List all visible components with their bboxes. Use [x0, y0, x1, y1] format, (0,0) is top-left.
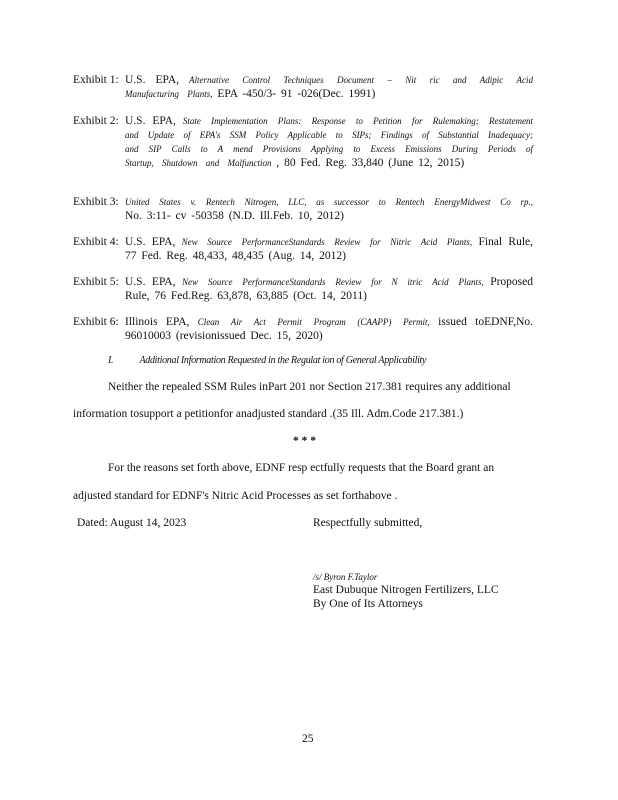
closing-line: Respectfully submitted, — [313, 517, 423, 529]
dated-line: Dated: August 14, 2023 — [77, 517, 187, 529]
exhibit-agency: Illinois EPA, — [125, 316, 190, 328]
exhibit-citation: Final Rule, 77 Fed. Reg. 48,433, 48,435 (Aug. 14, 2012) — [125, 236, 533, 262]
exhibit-title: New Source PerformanceStandards Review for Nitric Acid Plants, — [181, 237, 473, 247]
exhibit-agency: U.S. EPA, — [125, 74, 180, 86]
signature-by-line: By One of Its Attorneys — [313, 598, 423, 610]
exhibit-title: Clean Air Act Permit Program (CAAPP) Permit, — [197, 317, 430, 327]
exhibit-title: State Implementation Plans: Response to Petition for Rulemaking; Restatement and Update of EPA's SSM Policy Applicable to SIPs; Findings of Substantial Inadequacy; and SIP Calls to A mend Provisions Applying to Excess Emissions During Periods of Startup, Shutdown and Malfunction — [125, 116, 533, 168]
exhibit-agency: U.S. EPA, — [125, 115, 176, 127]
exhibit-citation: issued toEDNF,No. 96010003 (revisionissued Dec. 15, 2020) — [125, 316, 534, 342]
section-heading-text: Additional Information Requested in the Regulat ion of General Applicability — [139, 355, 427, 366]
exhibit-1 — [73, 73, 533, 101]
section-numeral: I. — [108, 355, 114, 366]
signature: /s/ Byron F.Taylor — [313, 572, 378, 582]
exhibit-citation: Proposed Rule, 76 Fed.Reg. 63,878, 63,885 (Oct. 14, 2011) — [125, 276, 534, 302]
exhibit-3 — [73, 195, 533, 223]
exhibit-label: Exhibit 3: — [73, 196, 119, 208]
exhibit-label: Exhibit 5: — [73, 276, 119, 288]
paragraph-1-line-1: Neither the repealed SSM Rules inPart 201 nor Section 217.381 requires any additional — [108, 381, 511, 393]
page-number: 25 — [302, 733, 314, 745]
paragraph-2-line-2: adjusted standard for EDNF's Nitric Acid Processes as set forthabove . — [73, 490, 398, 502]
exhibit-citation: , 80 Fed. Reg. 33,840 (June 12, 2015) — [276, 157, 465, 169]
exhibit-2 — [73, 114, 533, 170]
exhibit-label: Exhibit 1: — [73, 74, 119, 86]
exhibit-label: Exhibit 4: — [73, 236, 119, 248]
signature-company: East Dubuque Nitrogen Fertilizers, LLC — [313, 584, 499, 596]
exhibit-agency: U.S. EPA, — [125, 276, 176, 288]
exhibit-6 — [73, 315, 533, 343]
exhibit-5 — [73, 275, 533, 303]
exhibit-title: Alternative Control Techniques Document – Nit ric and Adipic Acid Manufacturing Plants, — [125, 75, 533, 99]
paragraph-1-line-2: information tosupport a petitionfor anadjusted standard .(35 Ill. Adm.Code 217.381.) — [73, 408, 464, 420]
section-heading — [108, 355, 426, 366]
section-separator: * * * — [293, 435, 316, 447]
exhibit-label: Exhibit 2: — [73, 115, 119, 127]
exhibit-title: United States v. Rentech Nitrogen, LLC, as successor to Rentech EnergyMidwest Co rp., — [125, 197, 533, 207]
exhibit-title: New Source PerformanceStandards Review for N itric Acid Plants, — [181, 277, 484, 287]
exhibit-agency: U.S. EPA, — [125, 236, 176, 248]
exhibit-label: Exhibit 6: — [73, 316, 119, 328]
exhibit-citation: EPA -450/3- 91 -026(Dec. 1991) — [217, 88, 376, 100]
paragraph-2-line-1: For the reasons set forth above, EDNF resp ectfully requests that the Board grant an — [108, 462, 495, 474]
exhibit-4 — [73, 235, 533, 263]
exhibit-citation: No. 3:11- cv -50358 (N.D. Ill.Feb. 10, 2012) — [125, 210, 344, 222]
